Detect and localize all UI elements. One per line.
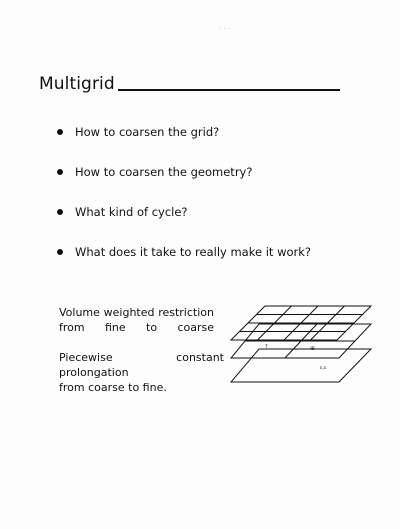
list-item [57,244,311,260]
bullet-icon [57,249,63,255]
restriction-line-1: Volume weighted restriction [59,306,214,319]
title-underline [118,89,340,91]
grid-hierarchy-diagram [225,300,375,386]
restriction-line-2: from fine to coarse [59,321,214,334]
coarsest-grid-layer [231,349,371,382]
title-row [39,74,340,94]
prolongation-text [59,350,224,395]
bullet-icon [57,209,63,215]
fine-grid-layer [231,306,371,340]
bullet-icon [57,169,63,175]
restriction-text [59,305,214,335]
cell-marker-icon: ⊕ [310,345,316,352]
list-item [57,164,311,180]
scan-speck: · · · [220,26,230,33]
list-item [57,204,311,220]
coarse-grid-layer [231,324,371,358]
bullet-text: What does it take to really make it work? [75,245,311,259]
page-title: Multigrid [39,74,115,94]
prolongation-line-1: Piecewise constant prolongation [59,351,224,379]
prolongation-line-2: from coarse to fine. [59,381,167,394]
bullet-icon [57,129,63,135]
bullet-text: How to coarsen the grid? [75,125,220,139]
bullet-text: What kind of cycle? [75,205,188,219]
bullet-text: How to coarsen the geometry? [75,165,253,179]
bottom-cell-label: ε,ε [320,366,327,371]
bullet-list [57,124,311,284]
mid-cell-label: ? [265,344,268,350]
coarsest-grid-outline [231,349,371,382]
list-item [57,124,311,140]
